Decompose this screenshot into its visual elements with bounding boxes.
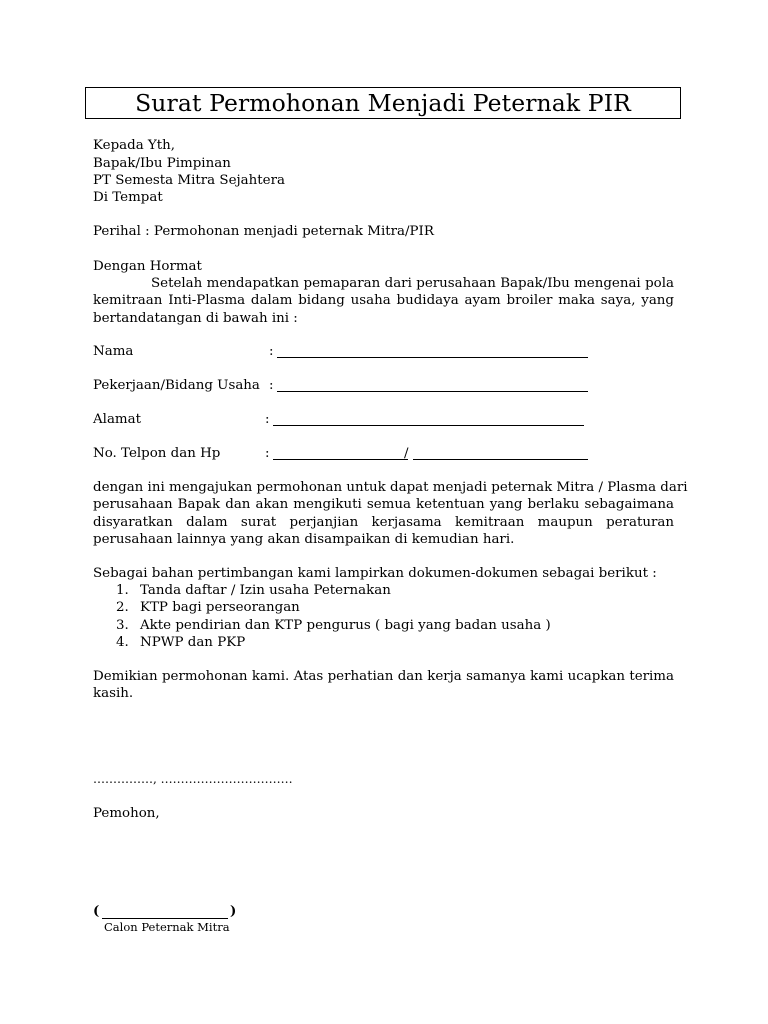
field-job-blank[interactable] [277,391,588,392]
body-paragraph [93,479,688,548]
body-line-4: perusahaan lainnya yang akan disampaikan di kemudian hari. [93,531,515,547]
field-job-label: Pekerjaan/Bidang Usaha [93,378,260,393]
signature-open-paren: ( [93,903,100,919]
list-item-text: NPWP dan PKP [140,634,246,650]
place-date-blank: ……………, …………………………… [93,772,293,786]
field-hp-blank[interactable] [413,459,588,460]
address-line-1: Kepada Yth, [93,138,176,153]
greeting: Dengan Hormat [93,259,202,274]
address-line-4: Di Tempat [93,190,163,205]
list-item-number: 4. [116,634,129,650]
intro-line-2: kemitraan Inti-Plasma dalam bidang usaha budidaya ayam broiler maka saya, yang [93,293,674,309]
list-item-text: Tanda daftar / Izin usaha Peternakan [140,583,391,598]
signature-close-paren: ) [230,903,237,919]
field-address-colon: : [265,412,270,427]
body-line-2: perusahaan Bapak dan akan mengikuti semua ketentuan yang berlaku sebagaimana [93,497,674,513]
field-name-blank[interactable] [277,357,588,358]
signature-blank[interactable] [102,918,228,919]
closing-paragraph [93,668,674,703]
list-item-number: 2. [116,600,129,616]
list-item-text: KTP bagi perseorangan [140,600,300,616]
closing-line-1: Demikian permohonan kami. Atas perhatian dan kerja samanya kami ucapkan terima [93,669,674,684]
list-item-number: 3. [116,617,129,633]
body-line-1: dengan ini mengajukan permohonan untuk dapat menjadi peternak Mitra / Plasma dari [93,480,688,495]
field-phone-label: No. Telpon dan Hp [93,446,221,461]
list-item-text: Akte pendirian dan KTP pengurus ( bagi yang badan usaha ) [140,617,551,633]
document-title: Surat Permohonan Menjadi Peternak PIR [85,87,681,119]
closing-line-2: kasih. [93,686,134,702]
body-line-3: disyaratkan dalam surat perjanjian kerjasama kemitraan maupun peraturan [93,514,674,530]
applicant-label: Pemohon, [93,806,160,821]
field-job-colon: : [269,378,274,393]
list-item-number: 1. [116,583,129,598]
field-phone-colon: : [265,446,270,461]
address-line-2: Bapak/Ibu Pimpinan [93,156,231,171]
field-address-blank[interactable] [273,425,584,426]
address-line-3: PT Semesta Mitra Sejahtera [93,173,285,188]
field-name-colon: : [269,344,274,359]
signature-caption: Calon Peternak Mitra [104,920,230,934]
intro-paragraph [93,275,674,327]
attachments-intro: Sebagai bahan pertimbangan kami lampirkan dokumen-dokumen sebagai berikut : [93,566,657,581]
field-phone-slash: / [404,446,409,461]
subject-line: Perihal : Permohonan menjadi peternak Mitra/PIR [93,224,434,239]
intro-line-3: bertandatangan di bawah ini : [93,310,298,326]
field-name-label: Nama [93,344,134,359]
field-phone-blank[interactable] [273,459,408,460]
field-address-label: Alamat [93,412,141,427]
intro-line-1: Setelah mendapatkan pemaparan dari perusahaan Bapak/Ibu mengenai pola [151,276,674,291]
